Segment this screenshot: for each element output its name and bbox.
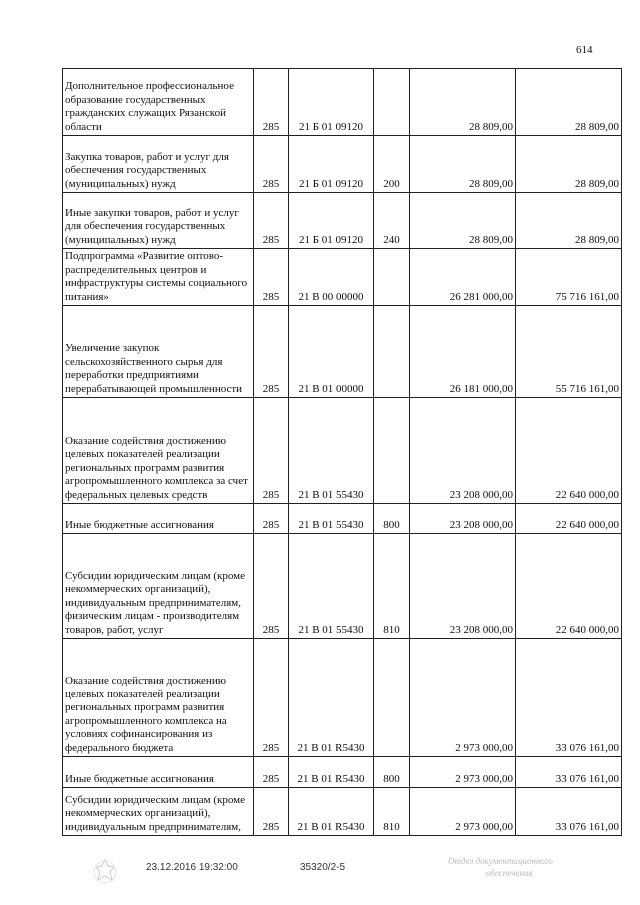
table-row bbox=[63, 249, 622, 306]
stamp-line-1: Отдел документационного bbox=[448, 856, 553, 866]
cell-code: 285 bbox=[254, 136, 289, 193]
cell-sum2: 33 076 161,00 bbox=[516, 757, 622, 788]
cell-code: 285 bbox=[254, 398, 289, 504]
cell-code: 285 bbox=[254, 788, 289, 836]
budget-table bbox=[62, 68, 622, 836]
cell-name: Иные бюджетные ассигнования bbox=[63, 757, 254, 788]
cell-csr: 21 В 01 R5430 bbox=[289, 639, 374, 757]
cell-vr: 240 bbox=[374, 193, 410, 249]
cell-code: 285 bbox=[254, 249, 289, 306]
cell-sum2: 75 716 161,00 bbox=[516, 249, 622, 306]
table-row bbox=[63, 306, 622, 398]
table-row bbox=[63, 136, 622, 193]
cell-name: Подпрограмма «Развитие оптово-распределительных центров и инфраструктуры системы социального питания» bbox=[63, 249, 254, 306]
cell-code: 285 bbox=[254, 639, 289, 757]
cell-sum1: 26 281 000,00 bbox=[410, 249, 516, 306]
cell-code: 285 bbox=[254, 757, 289, 788]
table-row bbox=[63, 757, 622, 788]
cell-name: Субсидии юридическим лицам (кроме некоммерческих организаций), индивидуальным предпринимателям, bbox=[63, 788, 254, 836]
footer-datetime: 23.12.2016 19:32:00 bbox=[146, 862, 238, 873]
cell-vr: 810 bbox=[374, 788, 410, 836]
cell-vr bbox=[374, 69, 410, 136]
table-row bbox=[63, 398, 622, 504]
cell-name: Оказание содействия достижению целевых показателей реализации региональных программ развития агропромышленного комплекса на условиях софинансирования из федерального бюджета bbox=[63, 639, 254, 757]
cell-sum2: 22 640 000,00 bbox=[516, 398, 622, 504]
cell-sum1: 28 809,00 bbox=[410, 136, 516, 193]
cell-code: 285 bbox=[254, 69, 289, 136]
cell-name: Увеличение закупок сельскохозяйственного сырья для переработки предприятиями перерабатывающей промышленности bbox=[63, 306, 254, 398]
cell-sum2: 55 716 161,00 bbox=[516, 306, 622, 398]
cell-vr: 810 bbox=[374, 534, 410, 639]
cell-csr: 21 Б 01 09120 bbox=[289, 193, 374, 249]
cell-name: Иные закупки товаров, работ и услуг для обеспечения государственных (муниципальных) нужд bbox=[63, 193, 254, 249]
cell-code: 285 bbox=[254, 504, 289, 534]
table-row bbox=[63, 193, 622, 249]
cell-vr bbox=[374, 306, 410, 398]
table-row bbox=[63, 788, 622, 836]
cell-vr bbox=[374, 398, 410, 504]
cell-csr: 21 Б 01 09120 bbox=[289, 69, 374, 136]
table-row bbox=[63, 69, 622, 136]
cell-sum2: 22 640 000,00 bbox=[516, 534, 622, 639]
cell-sum2: 22 640 000,00 bbox=[516, 504, 622, 534]
table-row bbox=[63, 639, 622, 757]
cell-csr: 21 В 01 R5430 bbox=[289, 788, 374, 836]
footer-doc-id: 35320/2-5 bbox=[300, 862, 346, 873]
cell-name: Иные бюджетные ассигнования bbox=[63, 504, 254, 534]
office-stamp bbox=[448, 855, 553, 879]
cell-sum1: 28 809,00 bbox=[410, 193, 516, 249]
cell-sum2: 33 076 161,00 bbox=[516, 788, 622, 836]
cell-name: Закупка товаров, работ и услуг для обеспечения государственных (муниципальных) нужд bbox=[63, 136, 254, 193]
cell-csr: 21 Б 01 09120 bbox=[289, 136, 374, 193]
cell-name: Дополнительное профессиональное образование государственных гражданских служащих Рязанской области bbox=[63, 69, 254, 136]
cell-vr: 800 bbox=[374, 504, 410, 534]
cell-sum1: 2 973 000,00 bbox=[410, 639, 516, 757]
cell-vr bbox=[374, 639, 410, 757]
cell-code: 285 bbox=[254, 306, 289, 398]
cell-csr: 21 В 00 00000 bbox=[289, 249, 374, 306]
table-row bbox=[63, 504, 622, 534]
cell-csr: 21 В 01 R5430 bbox=[289, 757, 374, 788]
cell-sum1: 2 973 000,00 bbox=[410, 788, 516, 836]
cell-code: 285 bbox=[254, 534, 289, 639]
cell-sum1: 23 208 000,00 bbox=[410, 534, 516, 639]
page-number: 614 bbox=[576, 44, 593, 56]
cell-sum2: 28 809,00 bbox=[516, 69, 622, 136]
cell-code: 285 bbox=[254, 193, 289, 249]
cell-name: Оказание содействия достижению целевых показателей реализации региональных программ развития агропромышленного комплекса за счет федеральных целевых средств bbox=[63, 398, 254, 504]
cell-vr: 800 bbox=[374, 757, 410, 788]
cell-sum1: 23 208 000,00 bbox=[410, 504, 516, 534]
cell-sum1: 26 181 000,00 bbox=[410, 306, 516, 398]
cell-name: Субсидии юридическим лицам (кроме некоммерческих организаций), индивидуальным предпринимателям, физическим лицам - производителям товаров, работ, услуг bbox=[63, 534, 254, 639]
cell-csr: 21 В 01 55430 bbox=[289, 534, 374, 639]
cell-sum2: 28 809,00 bbox=[516, 136, 622, 193]
cell-csr: 21 В 01 55430 bbox=[289, 504, 374, 534]
cell-sum2: 28 809,00 bbox=[516, 193, 622, 249]
cell-sum1: 28 809,00 bbox=[410, 69, 516, 136]
cell-sum1: 23 208 000,00 bbox=[410, 398, 516, 504]
cell-vr: 200 bbox=[374, 136, 410, 193]
seal-emblem-icon bbox=[92, 858, 118, 886]
cell-sum1: 2 973 000,00 bbox=[410, 757, 516, 788]
cell-sum2: 33 076 161,00 bbox=[516, 639, 622, 757]
cell-csr: 21 В 01 55430 bbox=[289, 398, 374, 504]
cell-csr: 21 В 01 00000 bbox=[289, 306, 374, 398]
stamp-line-2: обеспечения bbox=[486, 868, 533, 878]
cell-vr bbox=[374, 249, 410, 306]
table-row bbox=[63, 534, 622, 639]
